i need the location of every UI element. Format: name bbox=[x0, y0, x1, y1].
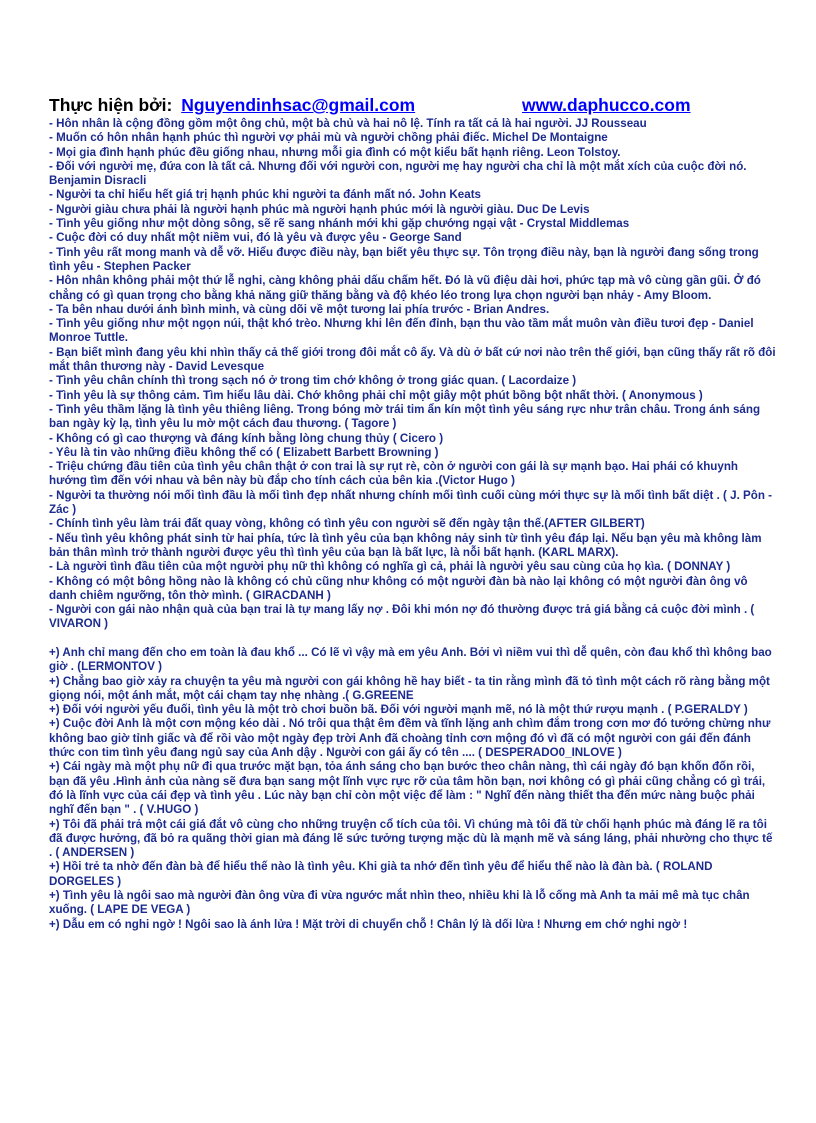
quote-item: - Nếu tình yêu không phát sinh từ hai phía, tức là tình yêu của bạn không nảy sinh từ tình yêu đáp lại. Nếu bạn yêu mà không làm bản thân mình trở thành người được yêu thì tình yêu của bạn là bất lực, là nỗi bất hạnh. (KARL MARX). bbox=[49, 531, 762, 559]
quote-item: - Tình yêu thầm lặng là tình yêu thiêng liêng. Trong bóng mờ trái tim ẩn kín một tình yêu sáng rực như trân châu. Trong ánh sáng ban ngày kỳ lạ, tình yêu lu mờ một cách đau thương. ( Tagore ) bbox=[49, 402, 761, 431]
quote-item: - Triệu chứng đầu tiên của tình yêu chân thật ở con trai là sự rụt rè, còn ở người con gái là sự mạnh bạo. Hai phái có khuynh hướng tìm đến với nhau và bên này bù đắp cho tính cách của bên kia .(Victor Hugo ) bbox=[49, 460, 738, 488]
quote-item: - Tình yêu rất mong manh và dễ vỡ. Hiểu được điều này, bạn biết yêu thực sự. Tôn trọng điều này, bạn là người đang sống trong tình yêu - Stephen Packer bbox=[49, 245, 759, 273]
quote-item: +) Cuộc đời Anh là một cơn mộng kéo dài . Nó trôi qua thật êm đềm và tĩnh lặng anh chìm đắm trong cơn mơ đó tưởng chừng như không bao giờ tỉnh giấc và để rồi vào một ngày đẹp trời Anh đã choàng tỉnh cơn mộng đó vì đã có một người con gái đến đánh thức con tim tình yêu đang ngủ say của Anh dậy . Người con gái ấy có tên .... ( DESPERADO0_INLOVE ) bbox=[49, 717, 771, 760]
quote-item: - Người ta chỉ hiểu hết giá trị hạnh phúc khi người ta đánh mất nó. John Keats bbox=[49, 188, 481, 202]
quote-item: - Người ta thường nói mối tình đầu là mối tình đẹp nhất nhưng chính mối tình cuối cùng mới thực sự là mối tình bất diệt . ( J. Pôn - Zác ) bbox=[49, 488, 773, 517]
quote-item: - Yêu là tin vào những điều không thể có ( Elizabett Barbett Browning ) bbox=[49, 445, 439, 459]
quote-item: +) Chẳng bao giờ xảy ra chuyện ta yêu mà người con gái không hề hay biết - ta tin rằng mình đã tỏ tình một cách rõ ràng bằng một giọng nói, một ánh mắt, một cái chạm tay nhẹ nhàng .( G.GREENE bbox=[49, 674, 770, 702]
quote-item: +) Cái ngày mà một phụ nữ đi qua trước mặt bạn, tỏa ánh sáng cho bạn bước theo chân nàng, thì cái ngày đó bạn khốn đốn rồi, bạn đã yêu .Hình ảnh của nàng sẽ đưa bạn sang một lĩnh vực rực rỡ của tâm hồn bạn, nơi không có gì phải cũng chẳng có gì trái, đó là lĩnh vực của cái đẹp và tình yêu . Lúc này bạn chỉ còn một việc để làm : " Nghĩ đến nàng thiết tha đến mức nàng buộc phải nghĩ đến bạn " . ( V.HUGO ) bbox=[49, 760, 766, 817]
quote-item: +) Tình yêu là ngôi sao mà người đàn ông vừa đi vừa ngước mắt nhìn theo, nhiều khi là lỗ cống mà Anh ta mải mê mà tục chân xuống. ( LAPE DE VEGA ) bbox=[49, 889, 750, 917]
quote-item: - Bạn biết mình đang yêu khi nhìn thấy cả thế giới trong đôi mắt cô ấy. Và dù ở bất cứ nơi nào trên thế giới, bạn cũng thấy rất rõ đôi mắt thân thương này - David Levesque bbox=[49, 345, 776, 374]
quotes-list bbox=[49, 117, 776, 932]
quote-item: - Cuộc đời có duy nhất một niềm vui, đó là yêu và được yêu - George Sand bbox=[49, 231, 462, 245]
quote-item: +) Anh chỉ mang đến cho em toàn là đau khổ ... Có lẽ vì vậy mà em yêu Anh. Bởi vì niềm vui thì dễ quên, còn đau khổ thì không bao giờ . (LERMONTOV ) bbox=[49, 645, 772, 674]
author-email-link[interactable]: Nguyendinhsac@gmail.com bbox=[181, 95, 416, 115]
quote-item: +) Tôi đã phải trả một cái giá đắt vô cùng cho những truyện cổ tích của tôi. Vì chúng mà tôi đã từ chối hạnh phúc mà đáng lẽ ra tôi đã được hưởng, đã bỏ ra quãng thời gian mà đáng lẽ sức tưởng tượng mặc dù là mạnh mẽ và sáng láng, phải nhường cho thực tế . ( ANDERSEN ) bbox=[49, 817, 773, 860]
quote-item: - Hôn nhân không phải một thứ lễ nghi, càng không phải dấu chấm hết. Đó là vũ điệu dài hơi, phức tạp mà vô cùng gần gũi. Ở đó chẳng có gì quan trọng cho bằng khả năng giữ thăng bằng và độ khéo léo trong lựa chọn người bạn nhảy - Amy Bloom. bbox=[49, 274, 761, 302]
author-label: Thực hiện bởi: bbox=[49, 95, 173, 115]
quote-item: - Không có gì cao thượng và đáng kính bằng lòng chung thủy ( Cicero ) bbox=[49, 431, 444, 445]
quote-item: - Người con gái nào nhận quà của bạn trai là tự mang lấy nợ . Đôi khi món nợ đó thường được trả giá bằng cả cuộc đời mình . ( VIVARON ) bbox=[49, 603, 755, 631]
quote-item: - Chính tình yêu làm trái đất quay vòng, không có tình yêu con người sẽ đến ngày tận thế.(AFTER GILBERT) bbox=[49, 517, 645, 531]
quote-item: +) Dẫu em có nghi ngờ ! Ngôi sao là ánh lửa ! Mặt trời di chuyển chỗ ! Chân lý là dối lừa ! Nhưng em chớ nghi ngờ ! bbox=[49, 917, 688, 931]
quote-item: - Hôn nhân là cộng đồng gồm một ông chủ, một bà chủ và hai nô lệ. Tính ra tất cả là hai người. JJ Rousseau bbox=[49, 117, 647, 130]
section-spacer bbox=[49, 632, 776, 646]
quote-item: - Mọi gia đình hạnh phúc đều giống nhau, nhưng mỗi gia đình có một kiểu bất hạnh riêng. Leon Tolstoy. bbox=[49, 145, 621, 159]
quote-item: - Ta bên nhau dưới ánh bình minh, và cùng dõi về một tương lai phía trước - Brian Andres. bbox=[49, 302, 550, 316]
quote-item: - Không có một bông hồng nào là không có chủ cũng như không có một người đàn bà nào lại không có một người đàn ông vô danh chiêm ngưỡng, tôn thờ mình. ( GIRACDANH ) bbox=[49, 574, 748, 602]
quote-item: - Muốn có hôn nhân hạnh phúc thì người vợ phải mù và người chồng phải điếc. Michel De Montaigne bbox=[49, 131, 608, 145]
quote-item: - Người giàu chưa phải là người hạnh phúc mà người hạnh phúc mới là người giàu. Duc De Levis bbox=[49, 202, 590, 216]
quote-item: - Tình yêu giống như một dòng sông, sẽ rẽ sang nhánh mới khi gặp chướng ngại vật - Crystal Middlemas bbox=[49, 217, 630, 231]
quote-item: +) Đối với người yếu đuối, tình yêu là một trò chơi buồn bã. Đối với người mạnh mẽ, nó là một thứ rượu mạnh . ( P.GERALDY ) bbox=[49, 703, 748, 717]
website-link[interactable]: www.daphucco.com bbox=[522, 95, 691, 115]
author-header bbox=[49, 94, 769, 118]
quote-item: - Tình yêu là sự thông cảm. Tìm hiểu lâu dài. Chớ không phải chỉ một giây một phút bồng bột nhất thời. ( Anonymous ) bbox=[49, 388, 703, 402]
quote-item: - Đối với người mẹ, đứa con là tất cả. Nhưng đối với người con, người mẹ hay người cha chỉ là một mắt xích của cuộc đời nó. Benjamin Disracli bbox=[49, 159, 747, 188]
quote-item: - Tình yêu giống như một ngọn núi, thật khó trèo. Nhưng khi lên đến đỉnh, bạn thu vào tầm mắt muôn vàn điều tươi đẹp - Daniel Monroe Tuttle. bbox=[49, 317, 754, 345]
quote-item: - Là người tình đầu tiên của một người phụ nữ thì không có nghĩa gì cả, phải là người yêu sau cùng của họ kìa. ( DONNAY ) bbox=[49, 560, 731, 574]
quote-item: - Tình yêu chân chính thì trong sạch nó ở trong tim chớ không ở trong giác quan. ( Lacordaize ) bbox=[49, 374, 577, 388]
quote-item: +) Hồi trẻ ta nhờ đến đàn bà để hiểu thế nào là tình yêu. Khi già ta nhớ đến tình yêu để hiểu thế nào là đàn bà. ( ROLAND DORGELES ) bbox=[49, 860, 713, 888]
